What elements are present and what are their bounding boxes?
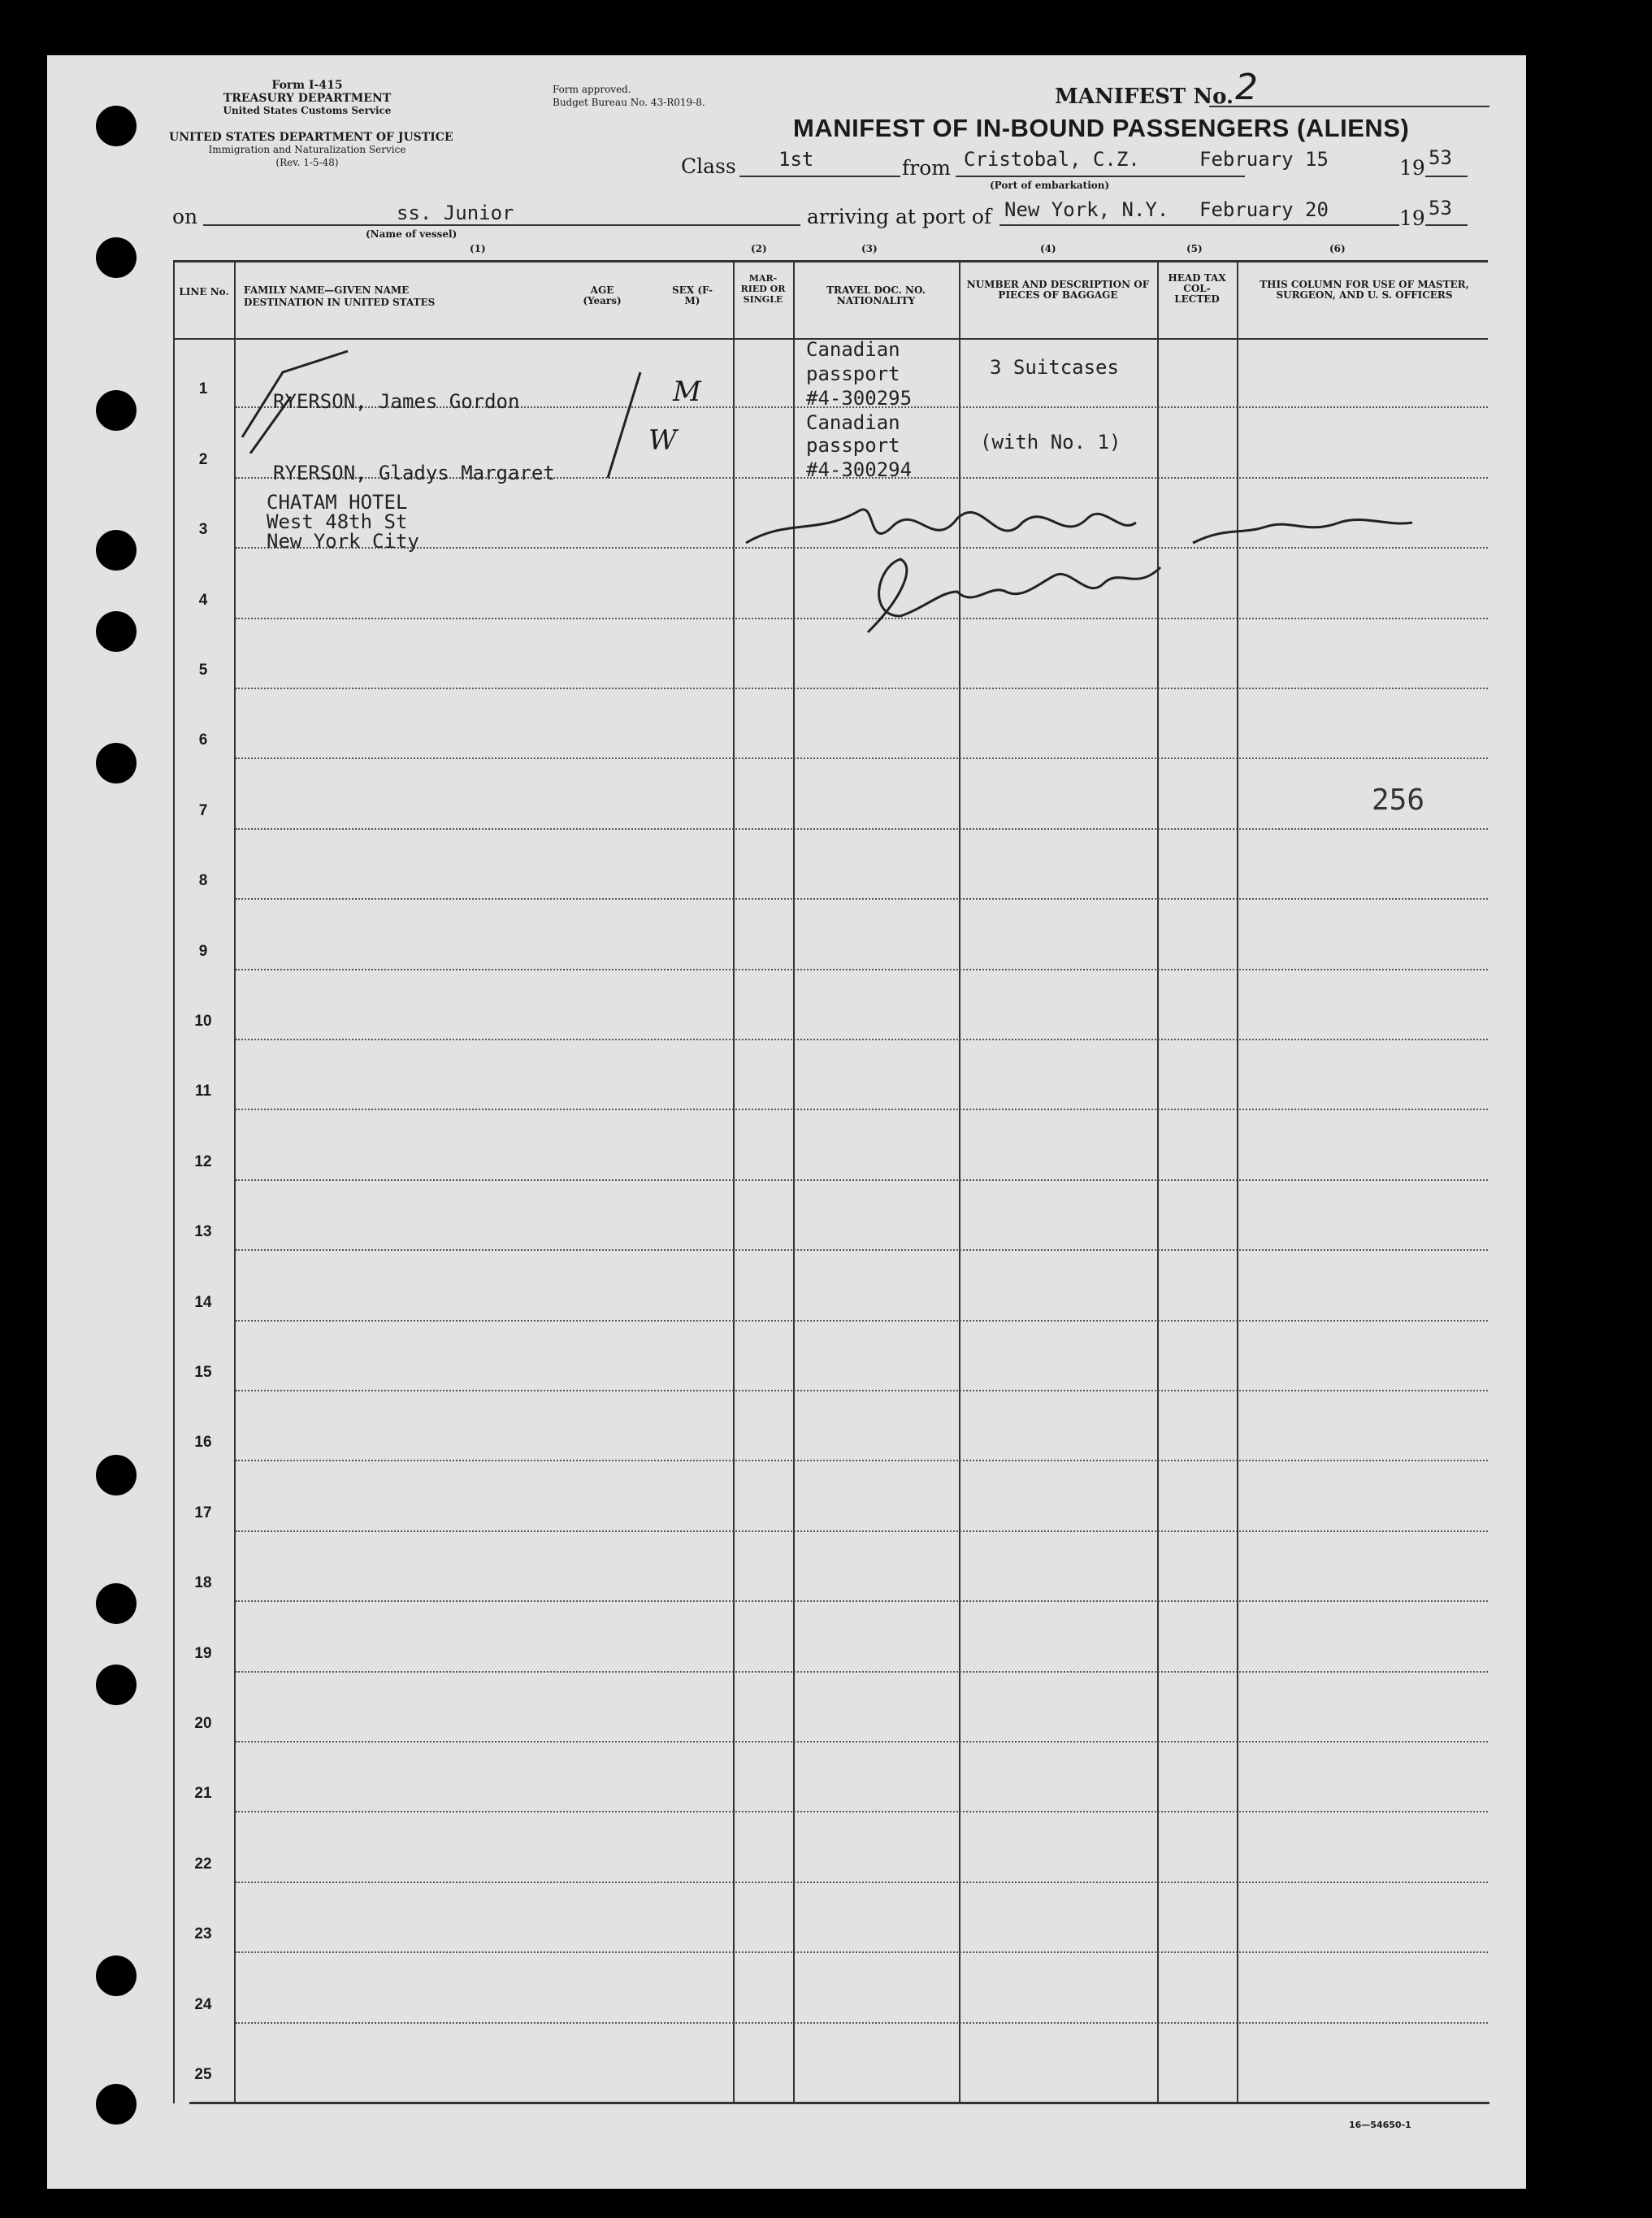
col-num-5: (5) xyxy=(1186,243,1203,254)
hdr-travel-doc: TRAVEL DOC. NO. NATIONALITY xyxy=(826,284,926,306)
line-number: 20 xyxy=(194,1715,212,1732)
line-number: 14 xyxy=(194,1293,212,1311)
row-divider xyxy=(236,1109,1488,1110)
row-divider xyxy=(236,1811,1488,1812)
entry-baggage-1: 3 Suitcases xyxy=(990,356,1119,379)
departure-year: 53 xyxy=(1429,146,1452,169)
hdr-line-no: LINE No. xyxy=(179,286,229,297)
row-divider xyxy=(236,1671,1488,1673)
destination-line-2: West 48th St xyxy=(267,510,408,533)
row-divider xyxy=(236,1460,1488,1461)
punch-hole xyxy=(96,1455,137,1495)
row-divider xyxy=(236,1179,1488,1181)
line-number: 23 xyxy=(194,1925,212,1943)
port-of-embarkation: Cristobal, C.Z. xyxy=(964,148,1140,171)
signatures-svg xyxy=(738,478,1502,649)
destination-line-1: CHATAM HOTEL xyxy=(267,491,408,514)
line-number: 10 xyxy=(194,1013,212,1030)
check-mark-svg xyxy=(234,340,397,454)
punch-hole xyxy=(96,1955,137,1996)
row-divider xyxy=(236,1951,1488,1953)
row-divider xyxy=(236,898,1488,900)
line-number: 16 xyxy=(194,1434,212,1452)
justice-dept: UNITED STATES DEPARTMENT OF JUSTICE xyxy=(169,131,453,144)
hdr-age: AGE (Years) xyxy=(583,284,622,306)
line-number: 1 xyxy=(198,380,208,398)
row-divider xyxy=(236,1249,1488,1251)
line-number: 17 xyxy=(194,1504,212,1521)
row-divider xyxy=(236,688,1488,689)
col-num-6: (6) xyxy=(1329,243,1346,254)
line-number: 19 xyxy=(194,1644,212,1662)
treasury-dept: TREASURY DEPARTMENT xyxy=(223,92,392,105)
signature-initials xyxy=(1193,519,1412,543)
budget-bureau: Budget Bureau No. 43-R019-8. xyxy=(553,97,705,108)
col-num-3: (3) xyxy=(861,243,878,254)
arrival-date: February 20 xyxy=(1199,198,1329,221)
line-number: 12 xyxy=(194,1152,212,1170)
line-number: 11 xyxy=(194,1083,212,1100)
signature-1 xyxy=(746,510,1136,543)
col-num-1: (1) xyxy=(470,243,486,254)
form-approved: Form approved. xyxy=(553,84,631,95)
class-label: Class xyxy=(681,154,736,178)
hdr-sex: SEX (F-M) xyxy=(672,284,713,306)
page-title: MANIFEST OF IN-BOUND PASSENGERS (ALIENS) xyxy=(793,114,1410,142)
row-divider xyxy=(236,969,1488,970)
punch-hole xyxy=(96,530,137,571)
entry-name-2: RYERSON, Gladys Margaret xyxy=(273,462,555,484)
form-number: Form I-415 xyxy=(271,79,343,92)
punch-hole xyxy=(96,1665,137,1705)
line-number: 7 xyxy=(198,801,208,819)
hdr-destination: DESTINATION IN UNITED STATES xyxy=(244,297,436,308)
arrival-year: 53 xyxy=(1429,197,1452,219)
line-number: 8 xyxy=(198,872,208,890)
entry-name-1: RYERSON, James Gordon xyxy=(273,390,520,413)
signature-2 xyxy=(868,559,1160,632)
stamp-number: 256 xyxy=(1372,783,1425,817)
punch-hole xyxy=(96,106,137,146)
row-divider xyxy=(236,757,1488,759)
vessel-caption: (Name of vessel) xyxy=(366,228,457,240)
revision: (Rev. 1-5-48) xyxy=(275,157,339,168)
punch-hole xyxy=(96,237,137,278)
entry-doc-1a: Canadian xyxy=(806,338,900,361)
entry-sex-2: W xyxy=(648,424,677,457)
row-divider xyxy=(236,1320,1488,1322)
manifest-no-label: MANIFEST No. xyxy=(1055,85,1234,109)
year-prefix-1: 19 xyxy=(1399,156,1425,180)
col-num-2: (2) xyxy=(751,243,767,254)
row-divider xyxy=(236,1882,1488,1883)
ins-service: Immigration and Naturalization Service xyxy=(208,144,406,155)
entry-sex-1: M xyxy=(673,375,701,408)
manifest-number: 2 xyxy=(1235,67,1258,108)
class-value: 1st xyxy=(778,148,814,171)
punch-hole xyxy=(96,743,137,783)
footer-code: 16—54650-1 xyxy=(1349,2120,1411,2130)
hdr-officers: THIS COLUMN FOR USE OF MASTER, SURGEON, AND U. S. OFFICERS xyxy=(1260,279,1469,301)
punch-hole xyxy=(96,390,137,431)
hdr-name: FAMILY NAME—GIVEN NAME xyxy=(244,284,410,296)
arriving-label: arriving at port of xyxy=(807,205,992,228)
hdr-head-tax: HEAD TAX COL- LECTED xyxy=(1168,272,1226,305)
line-number: 25 xyxy=(194,2066,212,2083)
entry-doc-2b: passport xyxy=(806,434,900,457)
entry-doc-1b: passport xyxy=(806,362,900,385)
line-number: 5 xyxy=(198,662,208,679)
departure-date: February 15 xyxy=(1199,148,1329,171)
line-number: 15 xyxy=(194,1364,212,1381)
row-divider xyxy=(236,828,1488,830)
destination-line-3: New York City xyxy=(267,530,419,553)
punch-hole xyxy=(96,611,137,652)
line-number: 4 xyxy=(198,591,208,609)
line-number: 2 xyxy=(198,450,208,468)
check-mark-line-2 xyxy=(250,397,291,454)
punch-hole xyxy=(96,2084,137,2125)
row-divider xyxy=(236,1600,1488,1602)
arrival-port: New York, N.Y. xyxy=(1004,198,1169,221)
row-divider xyxy=(236,1039,1488,1040)
line-number: 22 xyxy=(194,1855,212,1873)
check-mark-line xyxy=(242,351,348,437)
hdr-married: MAR- RIED OR SINGLE xyxy=(740,273,786,305)
line-number: 3 xyxy=(198,521,208,539)
entry-doc-2c: #4-300294 xyxy=(806,458,913,481)
line-number: 9 xyxy=(198,942,208,960)
line-number: 21 xyxy=(194,1785,212,1803)
punch-hole xyxy=(96,1583,137,1624)
line-number: 18 xyxy=(194,1574,212,1592)
vessel-name: ss. Junior xyxy=(397,202,514,224)
line-number: 24 xyxy=(194,1995,212,2013)
on-label: on xyxy=(172,205,198,228)
col-num-4: (4) xyxy=(1040,243,1056,254)
year-prefix-2: 19 xyxy=(1399,206,1425,230)
entry-doc-2a: Canadian xyxy=(806,411,900,434)
port-embark-caption: (Port of embarkation) xyxy=(990,180,1110,191)
line-number: 13 xyxy=(194,1223,212,1241)
entry-doc-1c: #4-300295 xyxy=(806,387,913,410)
entry-baggage-2: (with No. 1) xyxy=(980,431,1121,454)
slash-mark-svg xyxy=(600,364,648,486)
slash-mark-line xyxy=(608,372,640,478)
customs-service: United States Customs Service xyxy=(223,105,392,116)
row-divider xyxy=(236,1741,1488,1743)
row-divider xyxy=(236,2022,1488,2024)
hdr-baggage: NUMBER AND DESCRIPTION OF PIECES OF BAGGAGE xyxy=(966,279,1150,301)
row-divider xyxy=(236,1390,1488,1391)
manifest-page xyxy=(47,55,1526,2189)
line-number: 6 xyxy=(198,731,208,749)
row-divider xyxy=(236,1530,1488,1532)
from-label: from xyxy=(902,156,951,180)
